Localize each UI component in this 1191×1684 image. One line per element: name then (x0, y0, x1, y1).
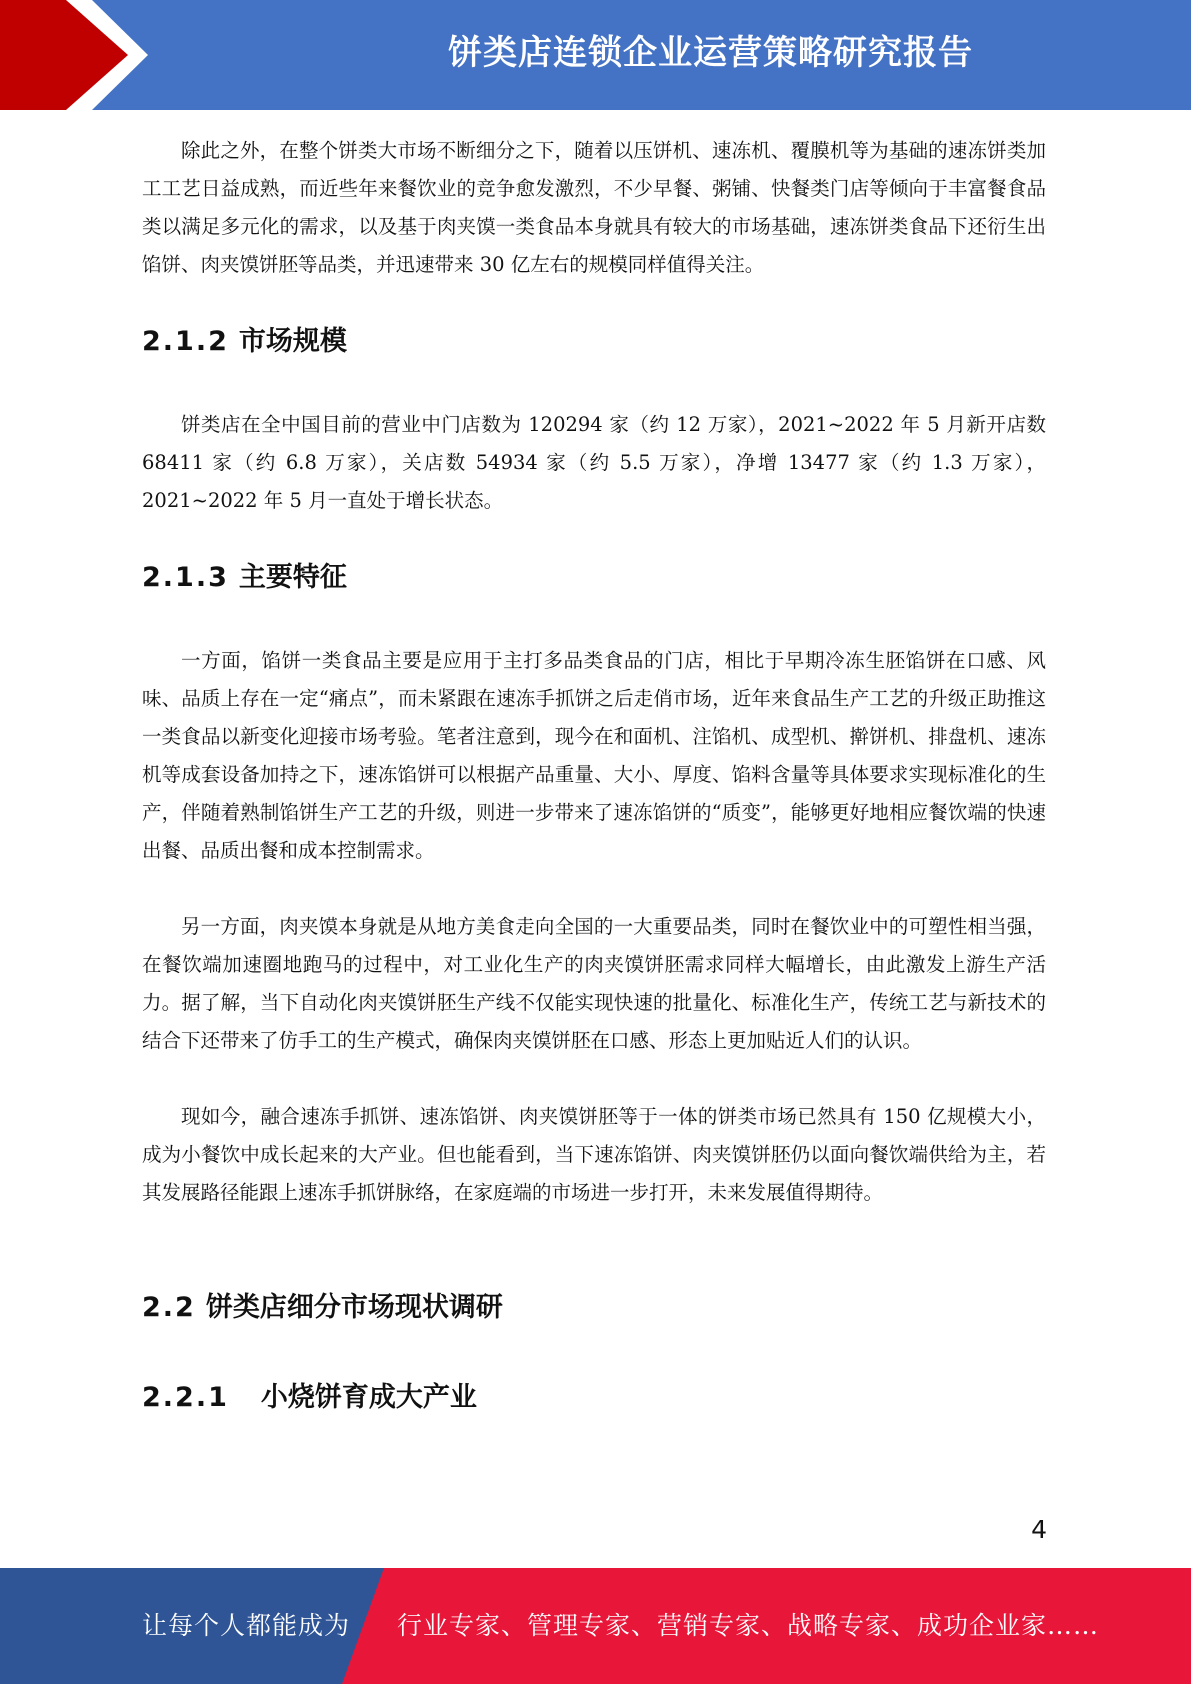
feature-paragraph-3: 现如今，融合速冻手抓饼、速冻馅饼、肉夹馍饼胚等于一体的饼类市场已然具有 150 亿规模大小，成为小餐饮中成长起来的大产业。但也能看到，当下速冻馅饼、肉夹馍饼胚仍以面向餐饮端供给为主，若其发展路径能跟上速冻手抓饼脉络，在家庭端的市场进一步打开，未来发展值得期待。 (142, 1105, 1046, 1204)
page-footer (0, 1568, 1191, 1684)
section-title: 市场规模 (238, 326, 347, 357)
feature-paragraph-1: 一方面，馅饼一类食品主要是应用于主打多品类食品的门店，相比于早期冷冻生胚馅饼在口感、风味、品质上存在一定“痛点”，而未紧跟在速冻手抓饼之后走俏市场，近年来食品生产工艺的升级正助推这一类食品以新变化迎接市场考验。笔者注意到，现今在和面机、注馅机、成型机、擀饼机、排盘机、速冻机等成套设备加持之下，速冻馅饼可以根据产品重量、大小、厚度、馅料含量等具体要求实现标准化的生产，伴随着熟制馅饼生产工艺的升级，则进一步带来了速冻馅饼的“质变”，能够更好地相应餐饮端的快速出餐、品质出餐和成本控制需求。 (142, 649, 1046, 862)
page-number: 4 (1031, 1515, 1047, 1544)
section-heading-2-1-3 (142, 558, 1046, 598)
section-number: 2.1.3 (142, 562, 229, 593)
section-number: 2.2.1 (142, 1382, 229, 1413)
section-heading-2-1-2 (142, 322, 1046, 362)
section-number: 2.2 (142, 1292, 196, 1323)
section-title: 饼类店细分市场现状调研 (205, 1292, 503, 1323)
page-content (142, 132, 1046, 1418)
section-heading-2-2 (142, 1288, 1046, 1328)
market-size-paragraph: 饼类店在全中国目前的营业中门店数为 120294 家（约 12 万家），2021~2022 年 5 月新开店数 68411 家（约 6.8 万家），关店数 54934 家（约 5.5 万家），净增 13477 家（约 1.3 万家），2021~2022 年 5 月一直处于增长状态。 (142, 413, 1046, 512)
intro-paragraph: 除此之外，在整个饼类大市场不断细分之下，随着以压饼机、速冻机、覆膜机等为基础的速冻饼类加工工艺日益成熟，而近些年来餐饮业的竞争愈发激烈，不少早餐、粥铺、快餐类门店等倾向于丰富餐食品类以满足多元化的需求，以及基于肉夹馍一类食品本身就具有较大的市场基础，速冻饼类食品下还衍生出馅饼、肉夹馍饼胚等品类，并迅速带来 30 亿左右的规模同样值得关注。 (142, 139, 1046, 276)
feature-paragraph-2: 另一方面，肉夹馍本身就是从地方美食走向全国的一大重要品类，同时在餐饮业中的可塑性相当强，在餐饮端加速圈地跑马的过程中，对工业化生产的肉夹馍饼胚需求同样大幅增长，由此激发上游生产活力。据了解，当下自动化肉夹馍饼胚生产线不仅能实现快速的批量化、标准化生产，传统工艺与新技术的结合下还带来了仿手工的生产模式，确保肉夹馍饼胚在口感、形态上更加贴近人们的认识。 (142, 915, 1046, 1052)
page-header (0, 0, 1191, 110)
footer-slogan-left: 让每个人都能成为 (142, 1611, 351, 1640)
section-title: 主要特征 (238, 562, 347, 593)
section-heading-2-2-1 (142, 1378, 1046, 1418)
footer-slogan-right: 行业专家、管理专家、营销专家、战略专家、成功企业家…… (397, 1611, 1100, 1640)
section-number: 2.1.2 (142, 326, 229, 357)
section-title: 小烧饼育成大产业 (260, 1382, 477, 1413)
document-title: 饼类店连锁企业运营策略研究报告 (448, 33, 973, 73)
